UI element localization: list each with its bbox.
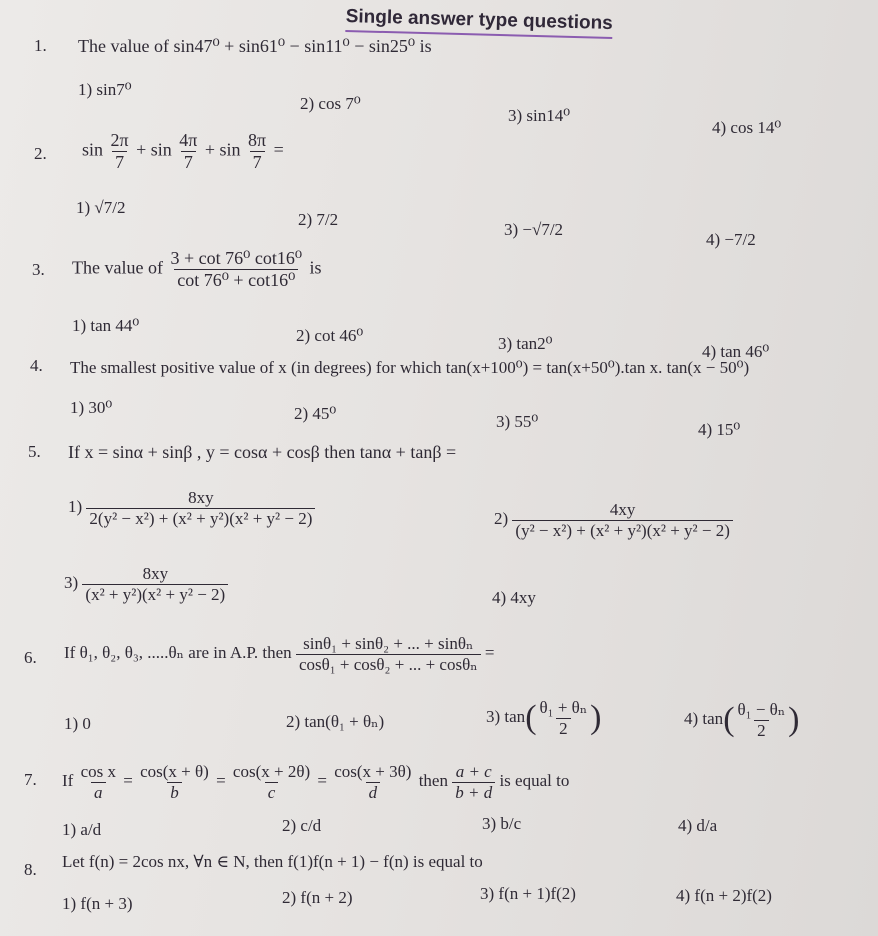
- option-2: 2) cos 7⁰: [300, 94, 361, 113]
- fraction: $\frac{\text{cos x}}{a}$: [80, 762, 116, 802]
- option-4: 4) d/a: [678, 816, 718, 835]
- fraction: $\frac{\cos(x + 2\theta)}{c}$: [232, 762, 311, 802]
- question-number: 5.: [28, 442, 41, 461]
- question-number: 6.: [24, 648, 37, 667]
- fraction: $\frac{4xy}{\text{(y² − x²) + (x² + y²)(x² + y² − 2)}}$: [512, 500, 732, 540]
- option-3: 3) tan2⁰: [498, 334, 553, 353]
- question-number: 3.: [32, 260, 45, 279]
- option-3: 3) f(n + 1)f(2): [480, 884, 576, 903]
- option-2: 2) 45⁰: [294, 404, 337, 423]
- option-4: 4) 15⁰: [698, 420, 741, 439]
- question-text: The value of $\frac{\text{3 + cot 76⁰ cot16⁰}}{\text{cot 76⁰ + cot16⁰}}$ is: [72, 248, 322, 290]
- question-number: 2.: [34, 144, 47, 163]
- option-4: 4) cos 14⁰: [712, 118, 782, 137]
- option-3: 3) −√7/2: [504, 220, 564, 239]
- option-1: 1) 30⁰: [70, 398, 113, 417]
- option-1: 1) f(n + 3): [62, 894, 133, 913]
- question-number: 7.: [24, 770, 37, 789]
- option-3: 3) sin14⁰: [508, 106, 571, 125]
- fraction: $\frac{4\pi}{7}$: [179, 130, 198, 172]
- fraction: $\frac{8\pi}{7}$: [248, 130, 267, 172]
- fraction: $\frac{2\pi}{7}$: [110, 130, 129, 172]
- option-2: 2) cot 46⁰: [296, 326, 364, 345]
- option-3: 3) 55⁰: [496, 412, 539, 431]
- question-text: Let f(n) = 2cos nx, ∀n ∈ N, then f(1)f(n + 1) − f(n) is equal to: [62, 852, 483, 871]
- fraction: $\frac{a + c}{b + d}$: [452, 762, 495, 802]
- option-3: 3) b/c: [482, 814, 522, 833]
- fraction: $\frac{\text{θ₁ + θₙ}}{2}$: [539, 698, 588, 738]
- fraction: $\frac{\text{sinθ₁ + sinθ₂ + ... + sinθₙ}}{\text{cosθ₁ + cosθ₂ + ... + cosθₙ}}$: [296, 634, 481, 674]
- question-expression: sin $\frac{2\pi}{7}$ + sin $\frac{4\pi}{7}$ + sin $\frac{8\pi}{7}$ =: [82, 130, 284, 172]
- option-1: 1) a/d: [62, 820, 102, 839]
- option-2: 2) c/d: [282, 816, 322, 835]
- option-1: 1) √7/2: [76, 198, 126, 217]
- option-4: 4) tan 46⁰: [702, 342, 770, 361]
- question-text: The value of sin47⁰ + sin61⁰ − sin11⁰ − sin25⁰ is: [78, 36, 432, 56]
- option-4: 4) 4xy: [492, 588, 536, 607]
- option-4: 4) f(n + 2)f(2): [676, 886, 772, 905]
- option-4: 4) −7/2: [706, 230, 756, 249]
- fraction: $\frac{\cos(x + \theta)}{b}$: [140, 762, 209, 802]
- question-text: The smallest positive value of x (in degrees) for which tan(x+100⁰) = tan(x+50⁰).tan x. tan(x − 50⁰): [70, 358, 750, 377]
- fraction: $\frac{\text{3 + cot 76⁰ cot16⁰}}{\text{cot 76⁰ + cot16⁰}}$: [170, 248, 303, 290]
- fraction: $\frac{\text{θ₁ − θₙ}}{2}$: [737, 700, 786, 740]
- fraction: $\frac{8xy}{\text{(x² + y²)(x² + y² − 2)}}$: [82, 564, 228, 604]
- option-3: 3) tan( $\frac{\text{θ₁ + θₙ}}{2}$ ): [486, 698, 602, 738]
- option-2: 2) f(n + 2): [282, 888, 353, 907]
- question-number: 1.: [34, 36, 47, 55]
- option-1: 1) $\frac{8xy}{\text{2(y² − x²) + (x² + y²)(x² + y² − 2)}}$: [68, 488, 315, 528]
- option-2: 2) tan(θ₁ + θₙ): [286, 712, 385, 731]
- question-text: If x = sinα + sinβ , y = cosα + cosβ then tanα + tanβ =: [68, 442, 457, 462]
- question-text: If θ₁, θ₂, θ₃, .....θₙ are in A.P. then $\frac{\text{sinθ₁ + sinθ₂ + ... + sinθₙ}}{\text{cosθ₁ + cosθ₂ + ... + cosθₙ}}$ =: [64, 634, 495, 674]
- option-3: 3) $\frac{8xy}{\text{(x² + y²)(x² + y² − 2)}}$: [64, 564, 228, 604]
- question-text: If $\frac{\text{cos x}}{a}$ = $\frac{\cos(x + \theta)}{b}$ = $\frac{\cos(x + 2\theta)}{c}$ = $\frac{\cos(x + 3\theta)}{d}$ then $\frac{a + c}{b + d}$ is equal to: [62, 762, 570, 802]
- option-1: 1) 0: [64, 714, 91, 733]
- option-4: 4) tan( $\frac{\text{θ₁ − θₙ}}{2}$ ): [684, 700, 800, 740]
- question-number: 8.: [24, 860, 37, 879]
- fraction: $\frac{\cos(x + 3\theta)}{d}$: [334, 762, 412, 802]
- fraction: $\frac{8xy}{\text{2(y² − x²) + (x² + y²)(x² + y² − 2)}}$: [86, 488, 315, 528]
- option-2: 2) 7/2: [298, 210, 339, 229]
- option-2: 2) $\frac{4xy}{\text{(y² − x²) + (x² + y²)(x² + y² − 2)}}$: [494, 500, 733, 540]
- option-1: 1) tan 44⁰: [72, 316, 140, 335]
- question-number: 4.: [30, 356, 43, 375]
- section-title: Single answer type questions: [345, 6, 613, 39]
- option-1: 1) sin7⁰: [78, 80, 132, 99]
